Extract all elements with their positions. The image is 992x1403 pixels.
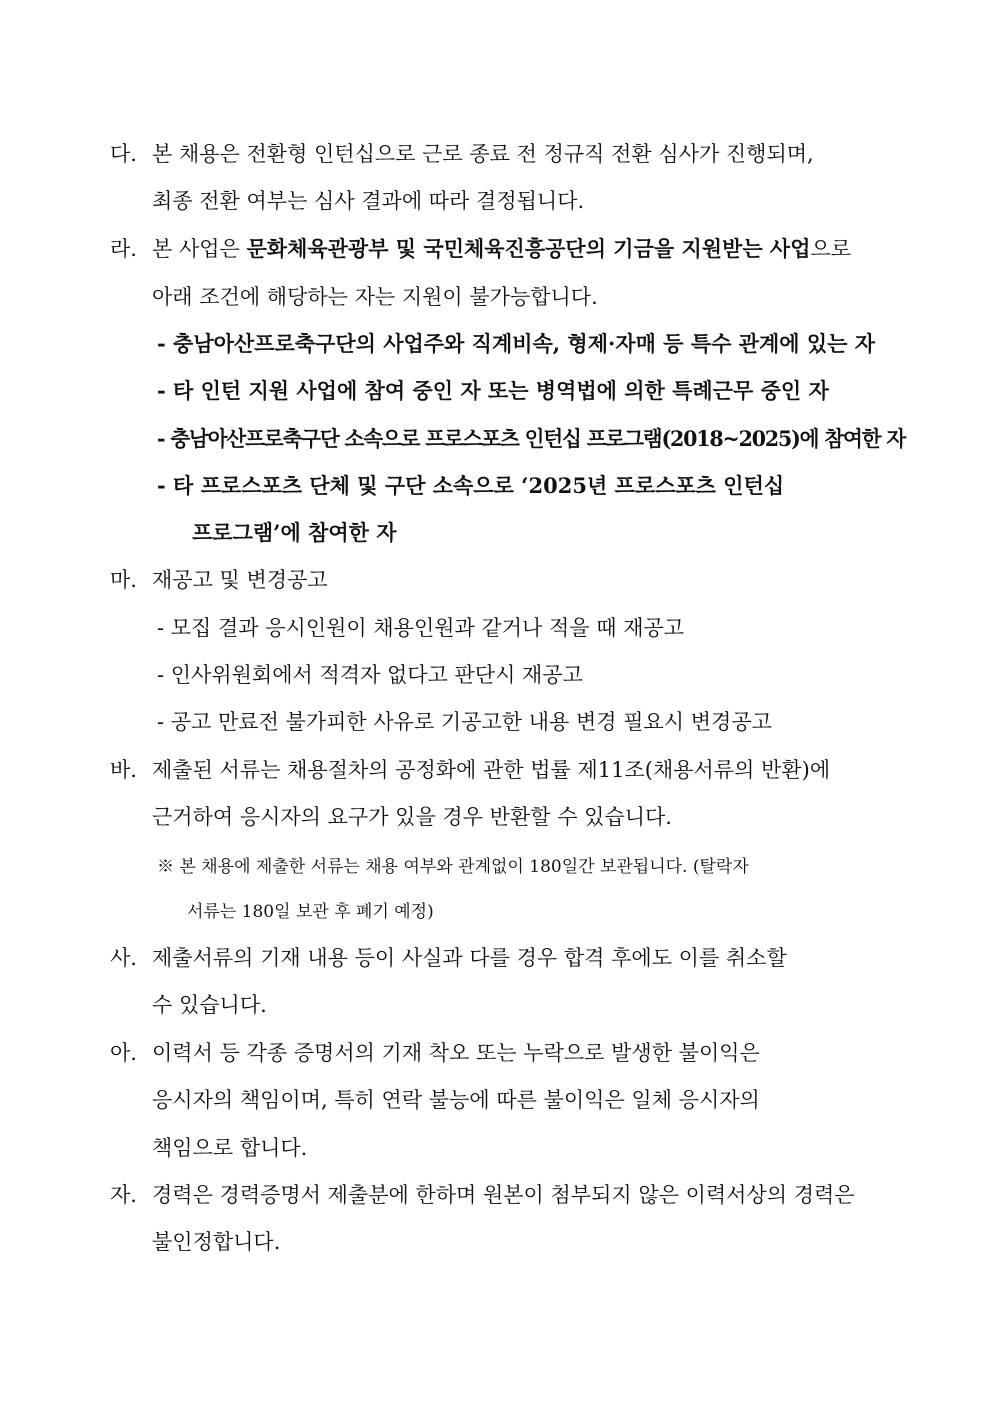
item-sa-cont: [0, 988, 992, 1022]
item-marker: 다.: [110, 142, 137, 166]
item-text-prefix: 본 사업은: [152, 237, 247, 261]
item-text: 불인정합니다.: [152, 1230, 281, 1254]
subitem-text: - 모집 결과 응시인원이 채용인원과 같거나 적을 때 재공고: [157, 616, 685, 640]
item-text: 근거하여 응시자의 요구가 있을 경우 반환할 수 있습니다.: [152, 805, 672, 829]
note-text: ※ 본 채용에 제출한 서류는 채용 여부와 관계없이 180일간 보관됩니다. (탈락자: [157, 857, 749, 877]
subitem-cont: [0, 516, 992, 550]
item-text: 최종 전환 여부는 심사 결과에 따라 결정됩니다.: [152, 189, 585, 213]
item-marker: 자.: [110, 1183, 137, 1207]
item-da-cont: [0, 184, 992, 218]
item-marker: 사.: [110, 946, 137, 970]
subitem-text: - 충남아산프로축구단의 사업주와 직계비속, 형제·자매 등 특수 관계에 있는 자: [157, 331, 876, 356]
item-a: [0, 1036, 992, 1070]
subitem: [0, 658, 992, 692]
subitem: [0, 327, 992, 361]
item-text: 책임으로 합니다.: [152, 1136, 308, 1160]
item-text: 제출서류의 기재 내용 등이 사실과 다를 경우 합격 후에도 이를 취소할: [152, 946, 787, 970]
item-ra-cont: [0, 280, 992, 314]
item-sa: [0, 941, 992, 975]
item-text: [152, 232, 851, 266]
note-cont: [0, 895, 992, 929]
subitem: [0, 469, 992, 503]
item-ba-cont: [0, 800, 992, 834]
item-ra: [0, 232, 992, 266]
item-marker: 바.: [110, 758, 137, 782]
item-ba: [0, 753, 992, 787]
item-marker: 아.: [110, 1041, 137, 1065]
item-da: [0, 137, 992, 171]
item-text-bold: 문화체육관광부 및 국민체육진흥공단의 기금을 지원받는 사업: [246, 236, 811, 261]
note: [0, 850, 992, 884]
item-a-cont: [0, 1083, 992, 1117]
subitem: [0, 705, 992, 739]
subitem-text: - 타 인턴 지원 사업에 참여 중인 자 또는 병역법에 의한 특례근무 중인 자: [157, 378, 829, 403]
item-text: 이력서 등 각종 증명서의 기재 착오 또는 누락으로 발생한 불이익은: [152, 1041, 760, 1065]
item-text: 제출된 서류는 채용절차의 공정화에 관한 법률 제11조(채용서류의 반환)에: [152, 758, 831, 782]
subitem: [0, 611, 992, 645]
item-text: 수 있습니다.: [152, 993, 267, 1017]
note-text: 서류는 180일 보관 후 폐기 예정): [187, 902, 434, 922]
item-marker: 라.: [110, 237, 137, 261]
subitem: [0, 422, 992, 456]
item-ma: [0, 563, 992, 597]
subitem-text: - 충남아산프로축구단 소속으로 프로스포츠 인턴십 프로그램(2018~2025)에 참여한 자: [157, 426, 906, 451]
subitem: [0, 374, 992, 408]
item-text: 재공고 및 변경공고: [152, 568, 328, 592]
item-text-suffix: 으로: [810, 237, 852, 261]
item-ja: [0, 1178, 992, 1212]
item-ja-cont: [0, 1225, 992, 1259]
subitem-text: - 인사위원회에서 적격자 없다고 판단시 재공고: [157, 663, 583, 687]
subitem-text: 프로그램’에 참여한 자: [192, 520, 397, 545]
item-text: 응시자의 책임이며, 특히 연락 불능에 따른 불이익은 일체 응시자의: [152, 1088, 760, 1112]
item-a-cont: [0, 1131, 992, 1165]
item-text: 아래 조건에 해당하는 자는 지원이 불가능합니다.: [152, 285, 598, 309]
item-text: 본 채용은 전환형 인턴십으로 근로 종료 전 정규직 전환 심사가 진행되며,: [152, 142, 814, 166]
item-marker: 마.: [110, 568, 137, 592]
subitem-text: - 공고 만료전 불가피한 사유로 기공고한 내용 변경 필요시 변경공고: [157, 710, 772, 734]
subitem-text: - 타 프로스포츠 단체 및 구단 소속으로 ‘2025년 프로스포츠 인턴십: [157, 473, 785, 498]
item-text: 경력은 경력증명서 제출분에 한하며 원본이 첨부되지 않은 이력서상의 경력은: [152, 1183, 855, 1207]
